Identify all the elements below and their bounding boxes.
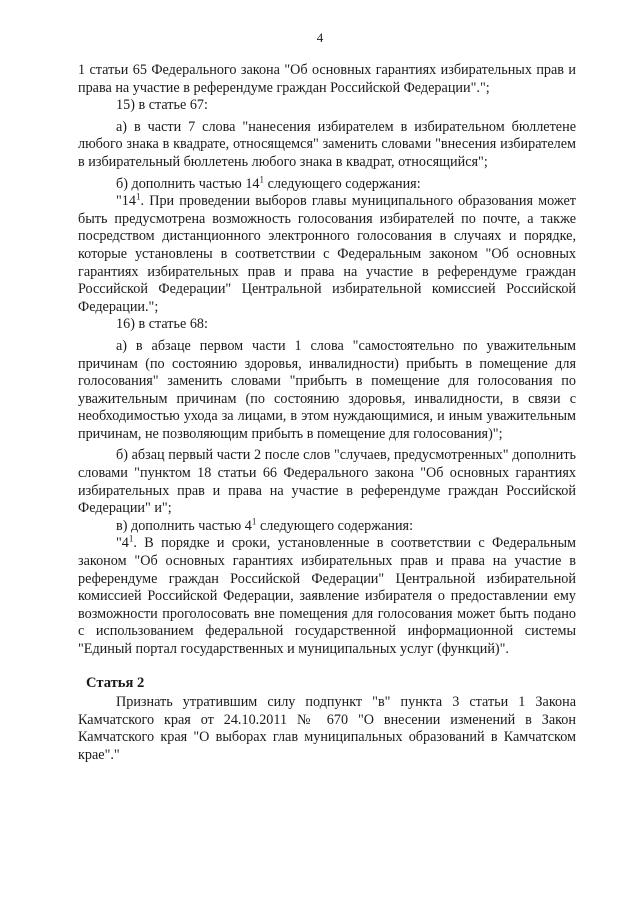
item-15-b [78,173,576,194]
part-4-1-superscript: 1 [128,533,134,544]
item-15-b-superscript: 1 [259,173,265,184]
article-2-text: Признать утратившим силу подпункт "в" пункта 3 статьи 1 Закона Камчатского края от 24.10.2011 № 670 "О внесении изменений в Закон Камчатского края "О выборах глав муниципальных образований в Камчатском крае"." [78,694,576,763]
part-14-1-text [78,193,576,316]
part-14-1-superscript: 1 [135,191,141,202]
item-15: 15) в статье 67: [116,97,208,114]
item-15-b-text: б) дополнить частью 14 [116,175,260,192]
part-14-1-body: . При проведении выборов главы муниципального образования может быть предусмотрена возможность голосования избирателей по почте, а также посредством дистанционного электронного голосования в случаях и порядке, которые установлены в соответствии с Федеральным законом "Об основных гарантиях избирательных прав и права на участие в референдуме граждан Российской Федерации" Центральной избирательной комиссией Российской Федерации."; [78,193,576,315]
part-14-1-start: "14 [116,193,136,210]
item-16-a: а) в абзаце первом части 1 слова "самостоятельно по уважительным причинам (по состоянию здоровья, инвалидности) прибыть в помещение для голосования" заменить словами "прибыть в помещение для голосования по уважительным причинам (по состоянию здоровья, инвалидности, в связи с необходимостью ухода за лицами, в этом нуждающимися, и иным уважительным причинам, не позволяющим прибыть в помещение для голосования)"; [78,337,576,442]
paragraph-continuation: 1 статьи 65 Федерального закона "Об основных гарантиях избирательных прав и права на участие в референдуме граждан Российской Федерации"."; [78,62,576,96]
item-16-b: б) абзац первый части 2 после слов "случаев, предусмотренных" дополнить словами "пунктом 18 статьи 66 Федерального закона "Об основных гарантиях избирательных прав и права на участие в референдуме граждан Российской Федерации" и"; [78,447,576,517]
item-16-c-superscript: 1 [251,516,257,527]
item-15-a: а) в части 7 слова "нанесения избирателем в избирательном бюллетене любого знака в квадрате, относящемся" заменить словами "внесения избирателем в избирательный бюллетень любого знака в квадрат, относящийся"; [78,118,576,170]
article-2-heading: Статья 2 [86,674,145,691]
item-16-c [78,518,576,536]
item-16-c-text-end: следующего содержания: [256,517,414,534]
part-4-1-body: . В порядке и сроки, установленные в соответствии с Федеральным законом "Об основных гарантиях избирательных прав и права на участие в референдуме граждан Российской Федерации" Центральной избирательной комиссией Российской Федерации, заявление избирателя о предоставлении ему возможности проголосовать вне помещения для голосования может быть подано с использованием федеральной государственной информационной системы "Единый портал государственных и муниципальных услуг (функций)". [78,535,576,657]
document-body [78,62,576,765]
item-16: 16) в статье 68: [116,316,208,333]
item-15-b-text-end: следующего содержания: [264,175,421,192]
item-16-c-text: в) дополнить частью 4 [116,517,252,534]
part-4-1-text [78,535,576,658]
page-number: 4 [316,30,324,45]
part-4-1-start: "4 [116,535,129,552]
